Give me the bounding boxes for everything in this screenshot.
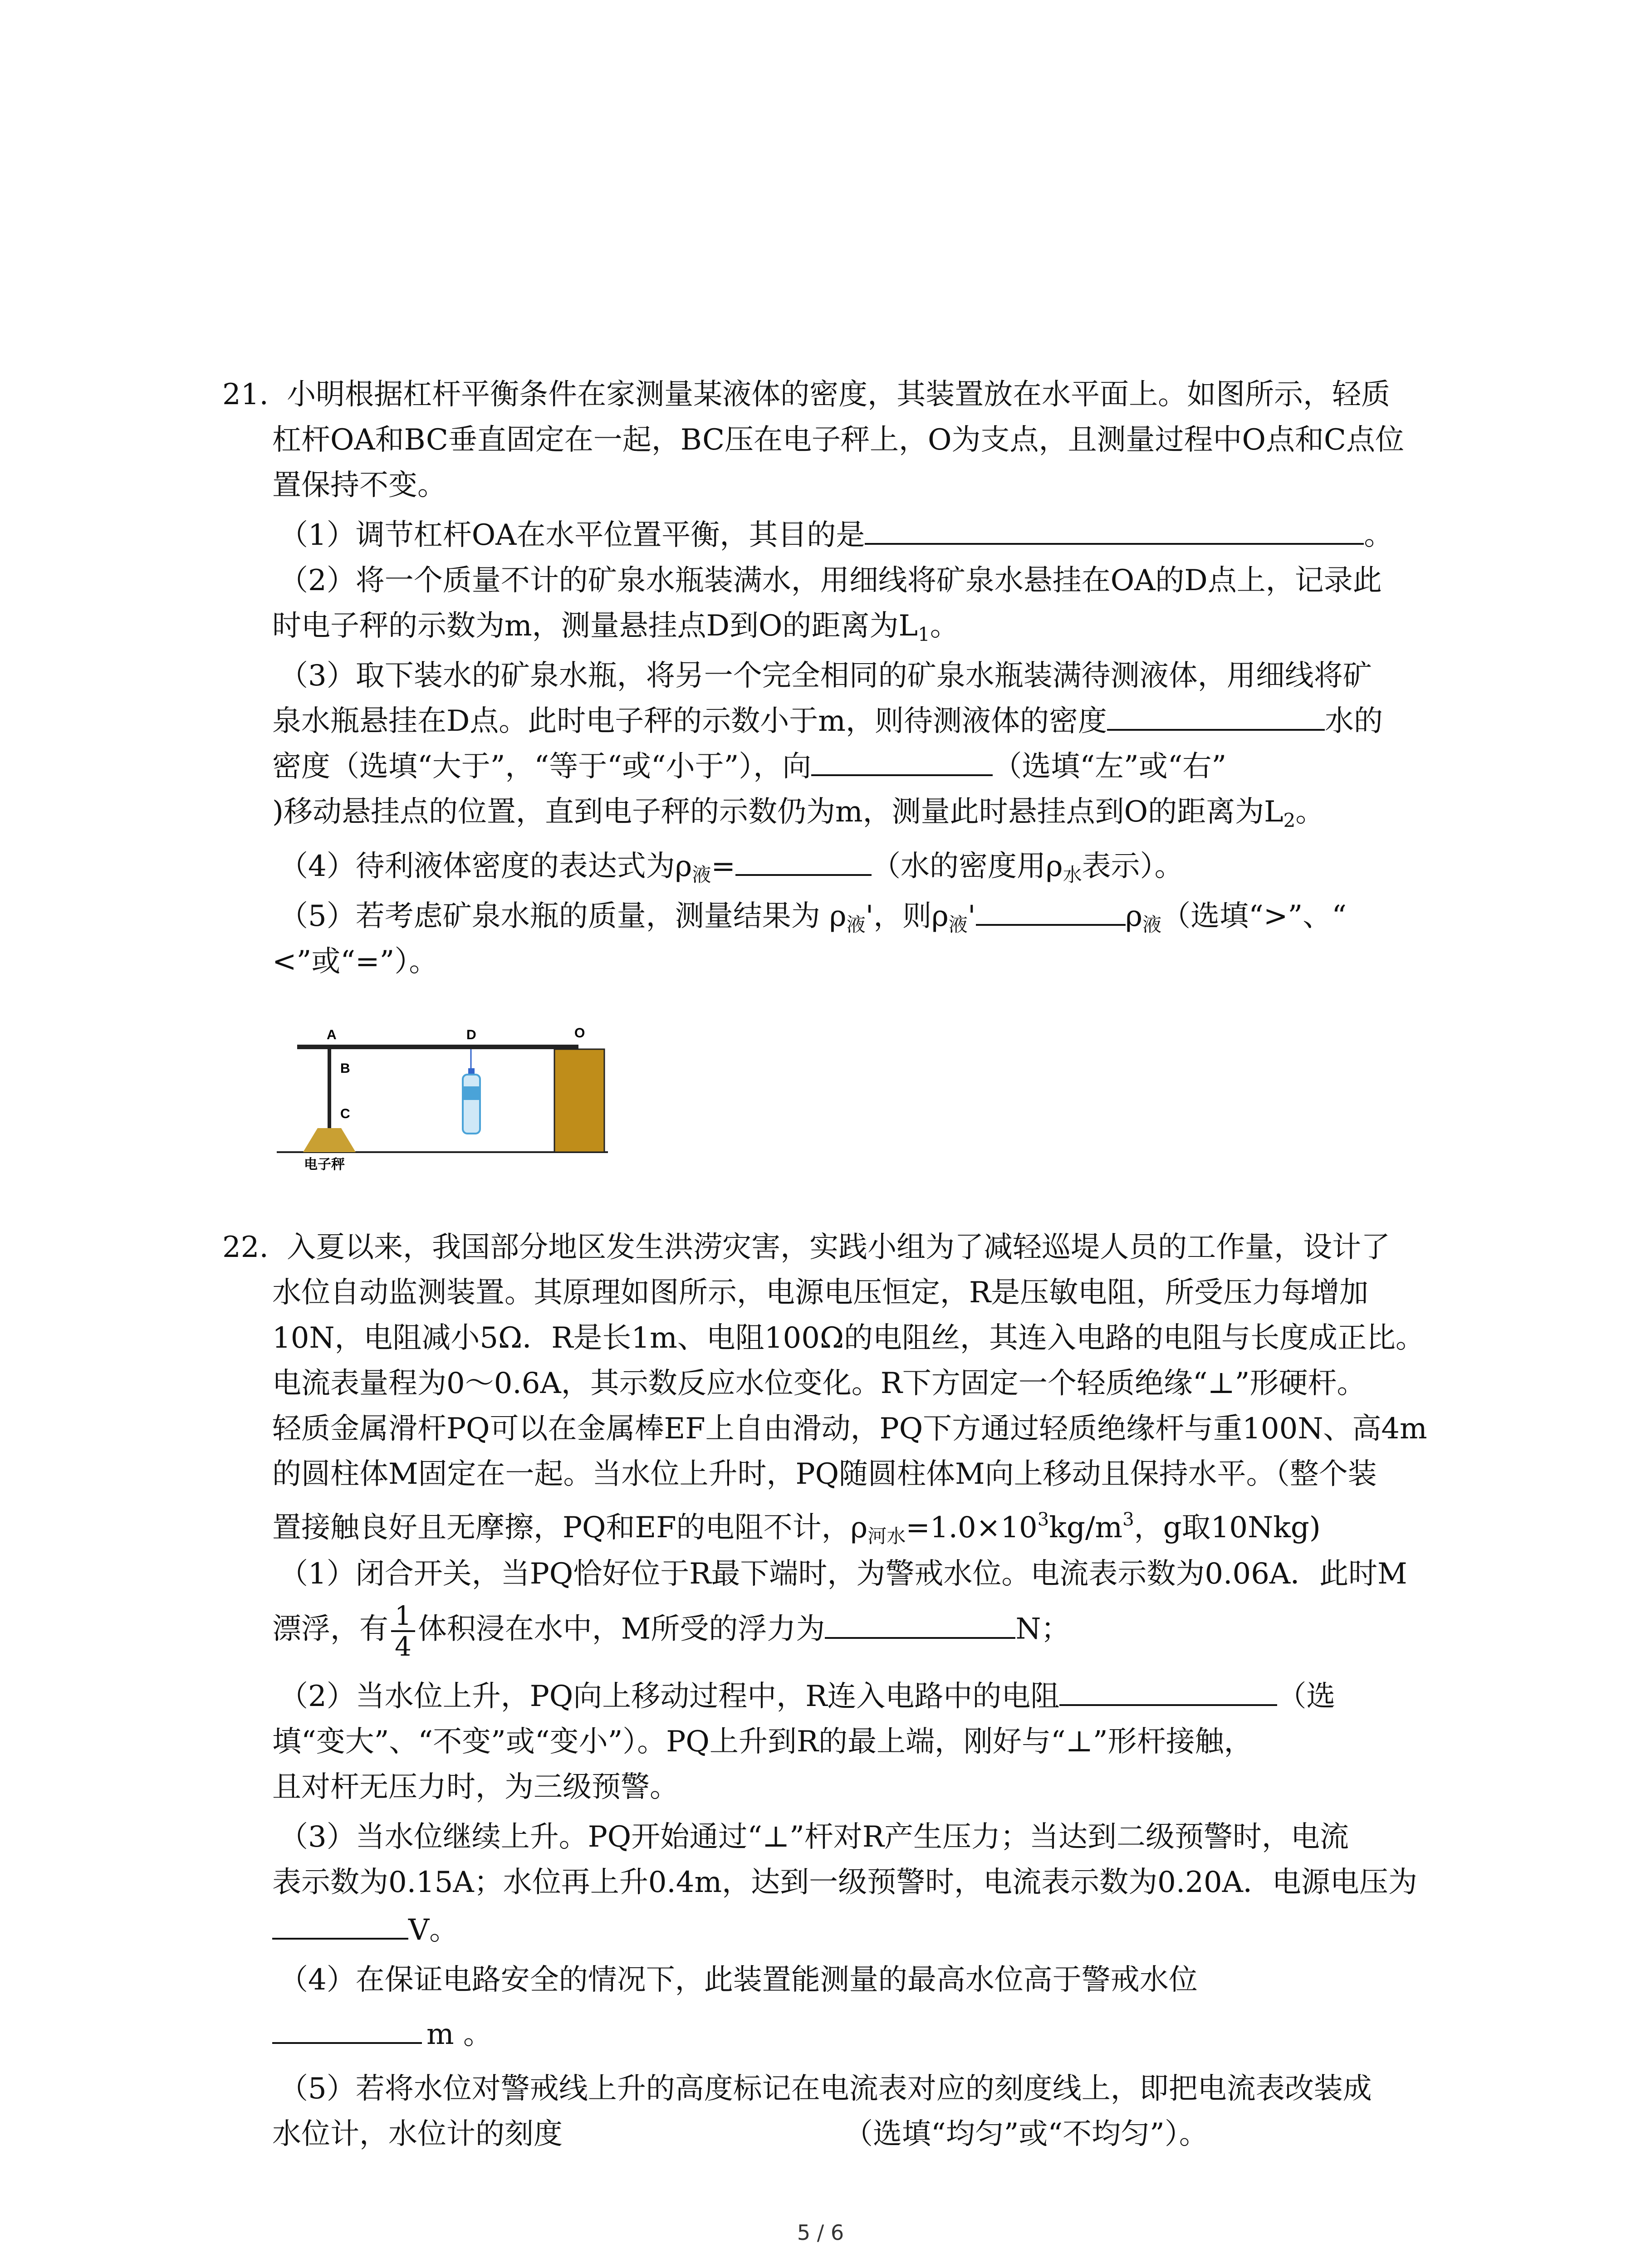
intro-line: 小明根据杠杆平衡条件在家测量某液体的密度，其装置放在水平面上。如图所示，轻质 bbox=[287, 378, 1391, 411]
answer-blank[interactable] bbox=[976, 895, 1126, 926]
lever-diagram bbox=[272, 1023, 608, 1173]
answer-blank[interactable] bbox=[811, 745, 993, 776]
label-b: B bbox=[340, 1061, 350, 1076]
electronic-scale bbox=[303, 1128, 356, 1152]
intro-line: 杠杆OA和BC垂直固定在一起，BC压在电子秤上，O为支点，且测量过程中O点和C点位 bbox=[272, 423, 1404, 457]
answer-blank[interactable] bbox=[735, 845, 872, 876]
question-number: 22. bbox=[222, 1231, 269, 1264]
sub-question-5-cont: 水位计，水位计的刻度 （选填“均匀”或“不均匀”）。 bbox=[272, 2117, 1208, 2151]
intro-line: 水位自动监测装置。其原理如图所示，电源电压恒定，R是压敏电阻，所受压力每增加 bbox=[272, 1276, 1369, 1310]
label-d: D bbox=[466, 1027, 476, 1042]
answer-blank[interactable] bbox=[272, 1909, 408, 1940]
sub-question-3-cont: V。 bbox=[272, 1907, 458, 1953]
intro-line: 的圆柱体M固定在一起。当水位上升时，PQ随圆柱体M向上移动且保持水平。（整个装 bbox=[272, 1457, 1377, 1491]
answer-blank[interactable] bbox=[825, 1608, 1015, 1639]
sub-question-5-cont: <”或“=”）。 bbox=[272, 945, 438, 978]
bottle-label bbox=[463, 1086, 480, 1100]
sub-question-3-cont: 密度（选填“大于”，“等于“或“小于”），向 （选填“左”或“右” bbox=[272, 744, 1226, 789]
sub-question-2-cont: 且对杆无压力时，为三级预警。 bbox=[272, 1770, 679, 1804]
intro-line: 轻质金属滑杆PQ可以在金属棒EF上自由滑动，PQ下方通过轻质绝缘杆与重100N、高4m bbox=[272, 1412, 1427, 1446]
scale-label: 电子秤 bbox=[304, 1157, 345, 1173]
label-a: A bbox=[327, 1027, 337, 1042]
sub-question-5: （5）若将水位对警戒线上升的高度标记在电流表对应的刻度线上，即把电流表改装成 bbox=[279, 2072, 1372, 2106]
question-number: 21. bbox=[222, 378, 269, 411]
rod-bc bbox=[328, 1049, 331, 1131]
intro-line: 10N，电阻减小5Ω．R是长1m、电阻100Ω的电阻丝，其连入电路的电阻与长度成正比。 bbox=[272, 1321, 1425, 1355]
page-number: 5 / 6 bbox=[797, 2220, 844, 2245]
intro-line: 置保持不变。 bbox=[272, 469, 446, 502]
sub-question-3: （3）取下装水的矿泉水瓶，将另一个完全相同的矿泉水瓶装满待测液体，用细线将矿 bbox=[279, 659, 1372, 693]
question-22: 22. 入夏以来，我国部分地区发生洪涝灾害，实践小组为了减轻巡堤人员的工作量，设计了 水位自动监测装置。其原理如图所示，电源电压恒定，R是压敏电阻，所受压力每增加 10N，电阻减小5Ω．R是长1m、电阻100Ω的电阻丝，其连入电路的电阻与长度成正比。 电流表量程为0～0.6A，其示数反应水位变化。R下方固定一个轻质绝缘“⊥”形硬杆。 轻质金属滑杆PQ可以在金属棒EF上自由滑动，PQ下方通过轻质绝缘杆与重100N、高4m 的圆柱体M固定在一起。当水位上升时，PQ随圆柱体M向上移动且保持水平。（整个装 置接触良好且无摩擦，PQ和EF的电阻不计，ρ河水$=1.0\times 10^3kg/m^3$，g取10Nkg) （1）闭合开关，当PQ恰好位于R最下端时，为警戒水位。电流表示数为0.06A．此时M 漂浮，有 $\frac{1}{4}$ 体积浸在水中，M所受的浮力为 N； （2）当水位上升，PQ向上移动过程中，R连入电路中的电阻 （选 填“变大”、“不变”或“变小”）。PQ上升到R的最上端，刚好与“⊥”形杆接触， 且对杆无压力时，为三级预警。 （3）当水位继续上升。PQ开始通过“⊥”杆对R产生压力；当达到二级预警时，电流 表示数为0.15A；水位再上升0.4m，达到一级预警时，电流表示数为0.20A．电源电压为 V。 （4）在保证电路安全的情况下，此装置能测量的最高水位高于警戒水位 m 。 （5）若将水位对警戒线上升的高度标记在电流表对应的刻度线上，即把电流表改装成 水位计，水位计的刻度 （选填“均匀”或“不均匀”）。 bbox=[222, 1225, 1429, 2177]
fraction: $\frac{1}{4}$ bbox=[391, 1601, 415, 1661]
label-o: O bbox=[574, 1026, 585, 1041]
answer-blank[interactable] bbox=[865, 514, 1364, 545]
answer-blank[interactable] bbox=[1059, 1675, 1277, 1706]
sub-question-1: （1）闭合开关，当PQ恰好位于R最下端时，为警戒水位。电流表示数为0.06A．此时M bbox=[279, 1557, 1407, 1591]
intro-line: 置接触良好且无摩擦，PQ和EF的电阻不计，ρ河水$=1.0\times 10^3kg/m^3$，g取10Nkg) bbox=[272, 1509, 1321, 1547]
sub-question-2-cont: 时电子秤的示数为m，测量悬挂点D到O的距离为L1。 bbox=[272, 609, 959, 645]
sub-question-3: （3）当水位继续上升。PQ开始通过“⊥”杆对R产生压力；当达到二级预警时，电流 bbox=[279, 1820, 1349, 1854]
sub-question-3-cont: )移动悬挂点的位置，直到电子秤的示数仍为m，测量此时悬挂点到O的距离为L2。 bbox=[272, 795, 1325, 831]
bottle-cap bbox=[468, 1068, 475, 1075]
sub-question-3-cont: 泉水瓶悬挂在D点。此时电子秤的示数小于m，则待测液体的密度 水的 bbox=[272, 699, 1383, 744]
label-c: C bbox=[340, 1106, 350, 1121]
sub-question-4: （4）待利液体密度的表达式为ρ液= （水的密度用ρ水表示）。 bbox=[279, 844, 1184, 898]
intro-line: 电流表量程为0～0.6A，其示数反应水位变化。R下方固定一个轻质绝缘“⊥”形硬杆。 bbox=[272, 1367, 1366, 1400]
sub-question-3-cont: 表示数为0.15A；水位再上升0.4m，达到一级预警时，电流表示数为0.20A．电源电压为 bbox=[272, 1866, 1417, 1899]
sub-question-2-cont: 填“变大”、“不变”或“变小”）。PQ上升到R的最上端，刚好与“⊥”形杆接触， bbox=[272, 1725, 1253, 1759]
sub-question-2: （2）将一个质量不计的矿泉水瓶装满水，用细线将矿泉水悬挂在OA的D点上，记录此 bbox=[279, 564, 1382, 597]
bottle bbox=[463, 1075, 480, 1134]
sub-question-1-cont: 漂浮，有 $\frac{1}{4}$ 体积浸在水中，M所受的浮力为 N； bbox=[272, 1600, 1070, 1662]
answer-blank[interactable] bbox=[1107, 700, 1325, 731]
sub-question-5: （5）若考虑矿泉水瓶的质量，测量结果为 ρ液'，则ρ液' ρ液（选填“>”、“ bbox=[279, 894, 1347, 948]
support-block bbox=[554, 1049, 604, 1152]
sub-question-1: （1）调节杠杆OA在水平位置平衡，其目的是 。 bbox=[279, 513, 1393, 558]
lever-oa bbox=[297, 1045, 578, 1049]
sub-question-4-cont: m 。 bbox=[272, 2012, 492, 2057]
sub-question-4: （4）在保证电路安全的情况下，此装置能测量的最高水位高于警戒水位 bbox=[279, 1963, 1198, 1997]
sub-question-2: （2）当水位上升，PQ向上移动过程中，R连入电路中的电阻 （选 bbox=[279, 1674, 1335, 1719]
answer-blank[interactable] bbox=[272, 2013, 422, 2044]
